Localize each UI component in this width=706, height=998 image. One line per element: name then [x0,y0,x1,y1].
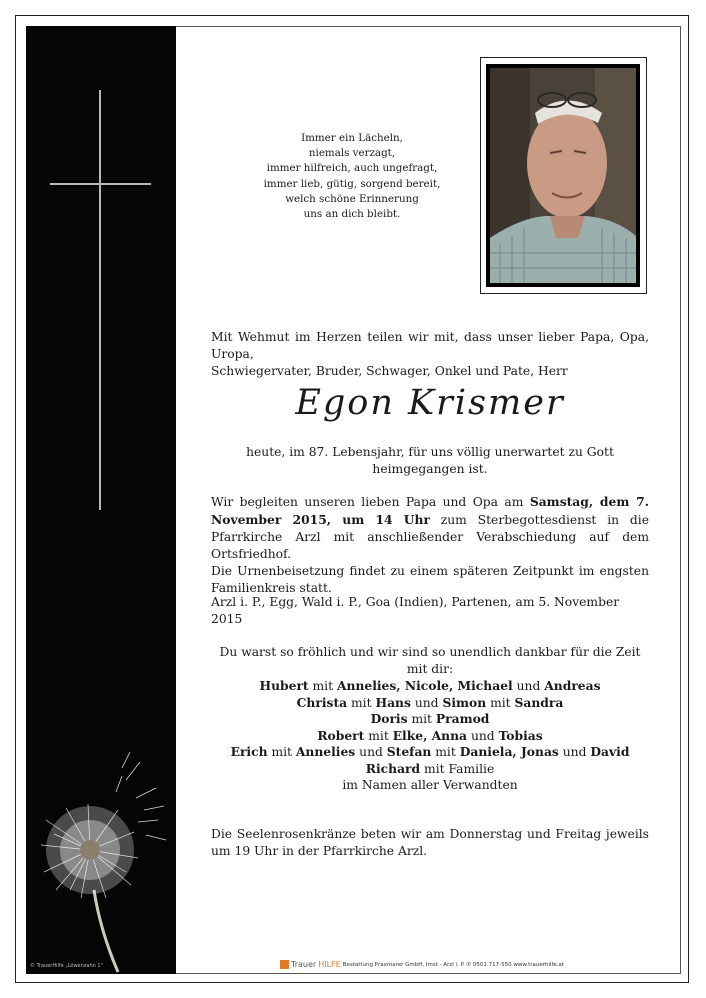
family-name: Robert [317,727,365,743]
intro-line: Schwiegervater, Bruder, Schwager, Onkel und Pate, Herr [211,364,568,378]
family-name: Tobias [498,727,543,743]
family-name: Doris [370,711,408,726]
family-joiner: mit [267,745,296,759]
family-name: Erich [230,744,268,759]
family-joiner: und [355,745,387,759]
family-name: Stefan [386,744,432,759]
dandelion-icon [26,740,176,974]
intro-text [211,329,649,380]
family-name: Elke, Anna [392,727,468,743]
family-joiner: und [410,695,443,710]
family-name: Annelies [295,744,356,759]
family-joiner: mit [364,728,393,743]
farewell-date: Samstag, dem 7. November 2015, um 14 Uhr [211,494,649,527]
family-name: Sandra [514,694,564,710]
family-joiner: mit [407,712,436,726]
family-line: im Namen aller Verwandten [342,778,518,792]
farewell-text-a: Wir begleiten unseren lieben Papa und Opa am [211,495,530,509]
place-date: Arzl i. P., Egg, Wald i. P., Goa (Indien), Partenen, am 5. November 2015 [211,595,620,626]
family-name: Richard [365,760,421,776]
urn-burial-text: Die Urnenbeisetzung findet zu einem späteren Zeitpunkt im engsten Familienkreis statt. [211,564,649,595]
brand-part-a: Trauer [291,960,317,969]
family-name: Annelies, Nicole, Michael [336,678,513,693]
footer-text: Bestattung Praxmarer GmbH, Imst - Arzl i. P. ✆ 0501 717-550 www.trauerhilfe.at [342,961,565,968]
poem-line: niemals verzagt, [308,147,396,160]
family-name: Andreas [544,678,601,693]
family-name: Daniela, Jonas [459,744,559,759]
thanks-text: Du warst so fröhlich und wir sind so unendlich dankbar für die Zeit mit dir: [219,645,641,676]
family-name: Hubert [259,678,309,693]
poem-line: immer hilfreich, auch ungefragt, [266,162,438,175]
cross-icon-bar [50,183,151,185]
side-credit: © TrauerHilfe „Löwenzahn 1“ [30,963,104,969]
trauerhilfe-logo-icon [280,960,289,969]
family-line [211,695,649,712]
poem-line: Immer ein Lächeln, [301,132,403,144]
footer [280,960,564,969]
farewell-text [211,493,649,597]
poem-line: welch schöne Erinnerung [285,192,419,205]
intro-line: Mit Wehmut im Herzen teilen wir mit, dass unser lieber Papa, Opa, Uropa, [211,330,649,361]
family-line [211,761,649,778]
family-name: Hans [375,694,411,710]
family-line [211,744,649,761]
family-line [211,678,649,695]
family-joiner: mit [431,745,460,759]
family-joiner: mit [308,679,337,693]
farewell-text-b: zum Sterbegottesdienst in die Pfarrkirche Arzl mit anschließender Verabschiedung auf dem Ortsfriedhof. [211,513,649,561]
poem-line: uns an dich bleibt. [303,208,401,221]
family-line [211,728,649,745]
family-joiner: mit Familie [420,761,495,776]
family-line [211,711,649,728]
rosary-text: Die Seelenrosenkränze beten wir am Donnerstag und Freitag jeweils um 19 Uhr in der Pfarrkirche Arzl. [211,827,649,858]
family-name: David [590,744,630,759]
passing-text: heute, im 87. Lebensjahr, für uns völlig unerwartet zu Gott heimgegangen ist. [246,445,614,476]
poem [246,131,458,222]
brand-part-b: HILFE [318,960,341,969]
family-joiner: und [512,679,545,693]
family-joiner: und [558,745,591,759]
portrait-photo [486,64,640,287]
family-name: Christa [296,694,348,710]
poem-line: immer lieb, gütig, sorgend bereit, [263,177,441,190]
family-joiner: und [467,728,499,743]
cross-icon [99,90,101,510]
family-joiner: mit [347,695,376,710]
deceased-name: Egon Krismer [295,383,565,423]
family-joiner: mit [486,695,515,710]
family-name: Pramod [435,711,490,726]
family-list [211,678,649,794]
family-name: Simon [442,694,487,710]
